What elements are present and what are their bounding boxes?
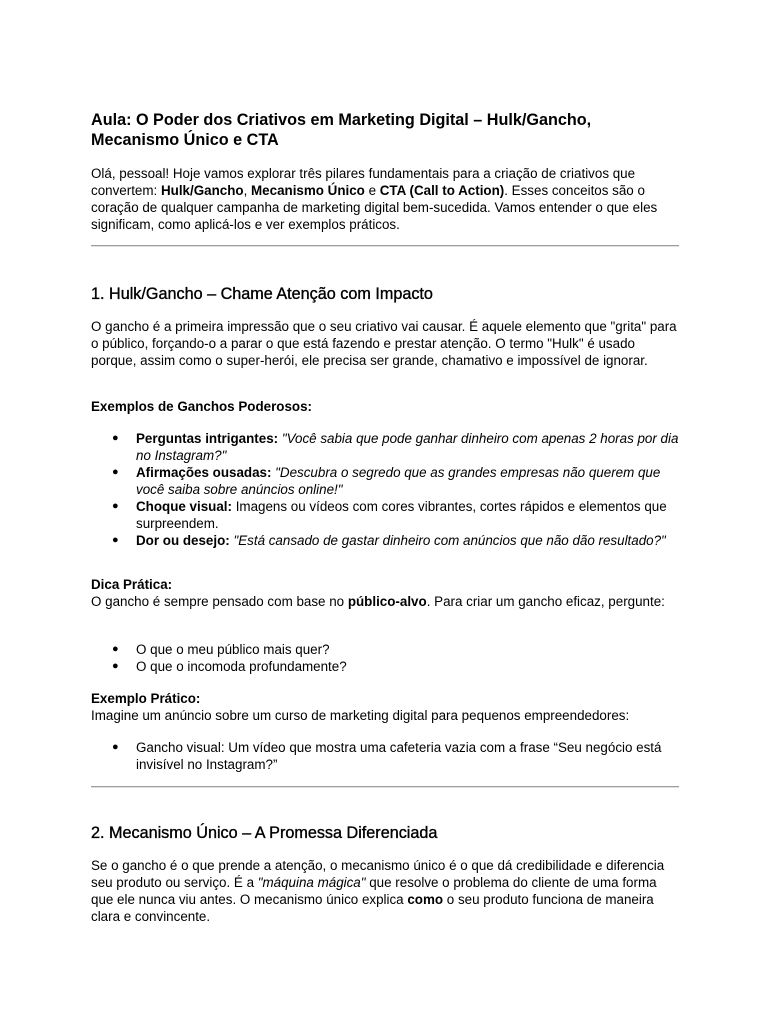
intro-text-4: . Esses conceitos são o coração de qualquer campanha de marketing digital bem-sucedida. Vamos entender o que eles significam, como aplicá-los e ver exemplos práticos. [91,183,658,232]
intro-bold-cta: CTA (Call to Action) [379,183,505,198]
examples-label: Exemplos de Ganchos Poderosos: [91,399,313,414]
questions-list [91,641,681,675]
bullet-icon: ● [112,500,119,512]
example-label: Exemplo Prático: [91,691,201,706]
list-item [91,641,681,658]
example-text: "Você sabia que pode ganhar dinheiro com apenas 2 horas por dia no Instagram?" [136,431,679,463]
intro-bold-hulk: Hulk/Gancho [160,183,244,198]
tip-text-2: . Para criar um gancho eficaz, pergunte: [426,594,665,609]
example-label: Dor ou desejo: [136,533,230,548]
example-label: Choque visual: [136,499,232,514]
intro-text-2: , [243,183,252,198]
section1-heading: 1. Hulk/Gancho – Chame Atenção com Impacto [91,285,433,303]
bullet-icon: ● [112,466,119,478]
example-item-text: Gancho visual: Um vídeo que mostra uma cafeteria vazia com a frase “Seu negócio está invisível no Instagram?” [136,740,662,772]
intro-paragraph [91,165,681,233]
example-text: "Descubra o segredo que as grandes empresas não querem que você saiba sobre anúncios online!" [136,465,661,497]
s2-text-3: o seu produto funciona de maneira clara e convincente. [91,892,654,924]
bullet-icon: ● [112,643,119,655]
example-items-list [91,739,681,773]
bullet-icon: ● [112,432,119,444]
list-item [91,658,681,675]
list-item [91,532,681,549]
divider [91,245,679,247]
intro-bold-mecanismo: Mecanismo Único [251,183,365,198]
intro-text-1: Olá, pessoal! Hoje vamos explorar três pilares fundamentais para a criação de criativos que convertem: [91,166,636,198]
tip-paragraph [91,593,681,610]
section2-heading: 2. Mecanismo Único – A Promessa Diferenciada [91,824,438,842]
example-text: Imagens ou vídeos com cores vibrantes, cortes rápidos e elementos que surpreendem. [136,499,667,531]
intro-text-3: e [364,183,380,198]
list-item [91,739,681,773]
s2-italic-maquina: "máquina mágica" [257,875,366,890]
divider [91,786,679,788]
examples-list [91,430,681,549]
list-item [91,430,681,464]
tip-text-1: O gancho é sempre pensado com base no [91,594,348,609]
bullet-icon: ● [112,741,119,753]
section2-paragraph [91,857,681,925]
example-paragraph: Imagine um anúncio sobre um curso de marketing digital para pequenos empreendedores: [91,708,630,723]
bullet-icon: ● [112,534,119,546]
list-item [91,464,681,498]
s2-text-2: que resolve o problema do cliente de uma forma que ele nunca viu antes. O mecanismo único explica [91,875,657,907]
s2-bold-como: como [407,892,444,907]
question-text: O que o incomoda profundamente? [136,659,347,674]
example-label: Afirmações ousadas: [136,465,272,480]
example-label: Perguntas intrigantes: [136,431,279,446]
example-text: "Está cansado de gastar dinheiro com anúncios que não dão resultado?" [229,533,666,548]
bullet-icon: ● [112,660,119,672]
tip-bold-publico: público-alvo [347,594,427,609]
question-text: O que o meu público mais quer? [136,642,330,657]
section1-paragraph: O gancho é a primeira impressão que o seu criativo vai causar. É aquele elemento que "grita" para o público, forçando-o a parar o que está fazendo e prestar atenção. O termo "Hulk" é usado porque, assim como o super-herói, ele precisa ser grande, chamativo e impossível de ignorar. [91,319,677,368]
tip-label: Dica Prática: [91,577,173,592]
s2-text-1: Se o gancho é o que prende a atenção, o mecanismo único é o que dá credibilidade e diferencia seu produto ou serviço. É a [91,858,665,890]
page-title: Aula: O Poder dos Criativos em Marketing Digital – Hulk/Gancho, Mecanismo Único e CTA [91,111,592,149]
list-item [91,498,681,532]
